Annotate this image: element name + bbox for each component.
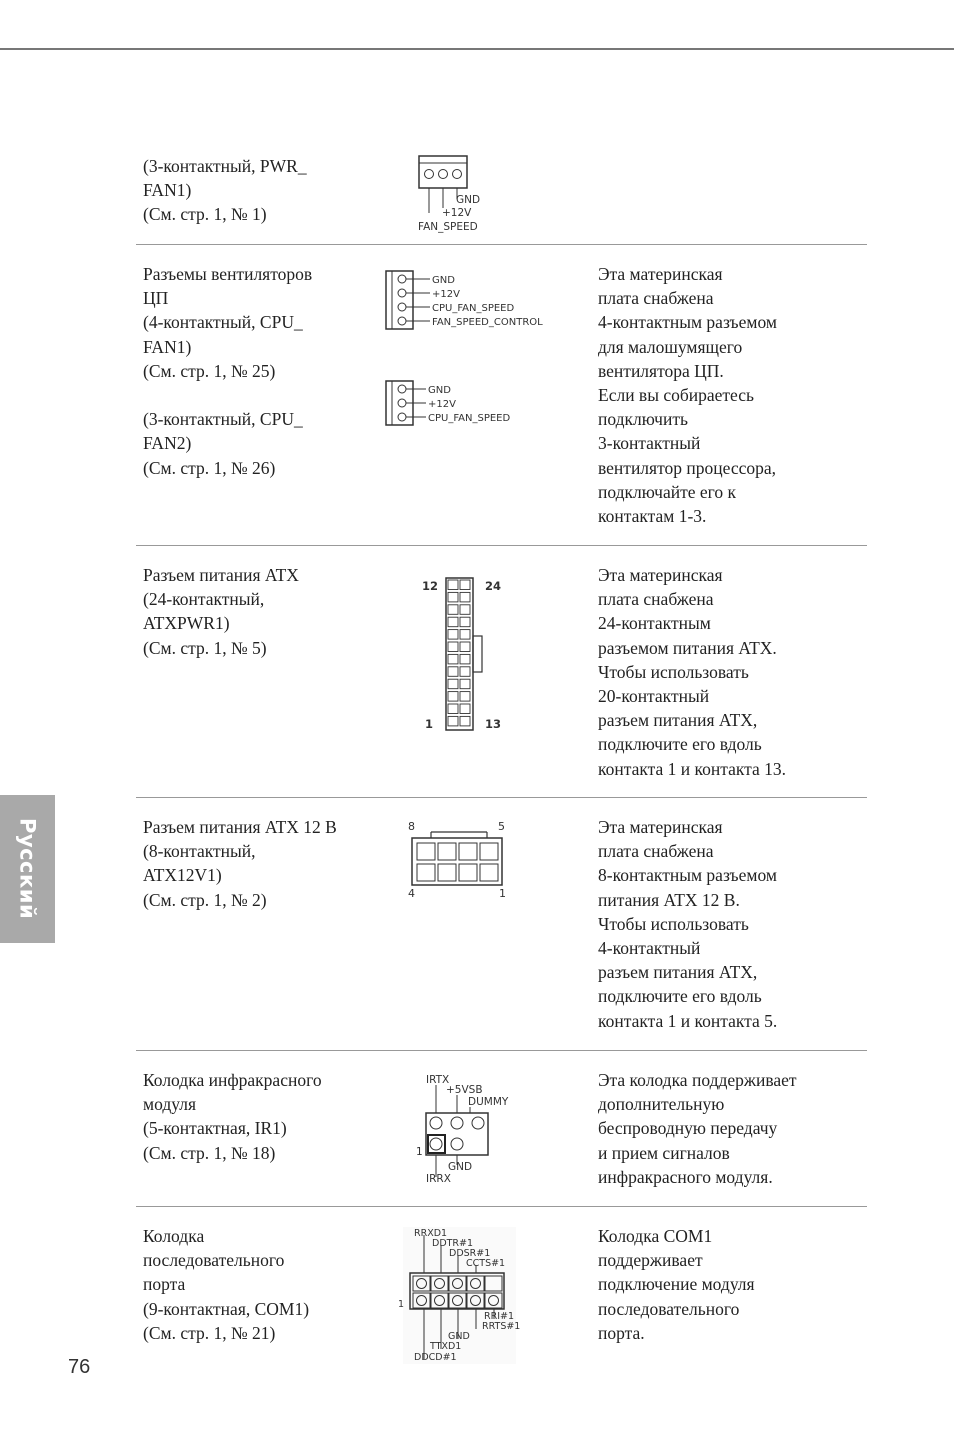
text-line: и прием сигналов bbox=[598, 1142, 730, 1163]
text-line: 4-контактный bbox=[598, 938, 701, 959]
connector-pin bbox=[448, 704, 458, 714]
text-line: (См. стр. 1, № 18) bbox=[143, 1142, 276, 1163]
connector-pin bbox=[460, 617, 470, 627]
connector-pin bbox=[460, 630, 470, 640]
connector-name bbox=[143, 815, 373, 912]
connector-pin bbox=[417, 864, 435, 881]
text-line: поддерживает bbox=[598, 1250, 703, 1271]
text-line: инфракрасного модуля. bbox=[598, 1166, 773, 1187]
pin-label: GND bbox=[448, 1331, 470, 1342]
pin-label: +5VSB bbox=[446, 1084, 483, 1096]
connector-pin bbox=[448, 679, 458, 689]
text-line: (См. стр. 1, № 25) bbox=[143, 360, 276, 381]
connector-pin bbox=[460, 704, 470, 714]
connector-row-atx12v1 bbox=[136, 798, 867, 1050]
text-line: Колодка bbox=[143, 1226, 205, 1246]
pin-label: CCTS#1 bbox=[466, 1258, 506, 1269]
atx12v-diagram bbox=[404, 818, 524, 902]
text-line: плата снабжена bbox=[598, 288, 714, 309]
page-number: 76 bbox=[68, 1356, 91, 1378]
connector-name bbox=[143, 1224, 373, 1345]
pin-label: +12V bbox=[442, 207, 472, 219]
text-line: 8-контактным разъемом bbox=[598, 865, 777, 886]
text-line: Разъем питания ATX bbox=[143, 565, 299, 585]
language-tab-label: Русский bbox=[15, 818, 40, 920]
connector-row-atxpwr1 bbox=[136, 546, 867, 797]
pin-label: IRTX bbox=[426, 1074, 450, 1086]
pin-label: CPU_FAN_SPEED bbox=[428, 413, 511, 424]
text-line: беспроводную передачу bbox=[598, 1118, 778, 1139]
text-line: 24-контактным bbox=[598, 613, 711, 634]
connector-pin bbox=[460, 692, 470, 702]
text-line: (24-контактный, bbox=[143, 589, 265, 610]
text-line: последовательного bbox=[598, 1298, 740, 1319]
text-line: FAN1) bbox=[143, 336, 192, 357]
connector-pin bbox=[460, 592, 470, 602]
text-line: (3-контактный, PWR_ bbox=[143, 156, 307, 176]
pin-label: TTXD1 bbox=[430, 1341, 462, 1352]
connector-name bbox=[143, 563, 373, 660]
text-line: плата снабжена bbox=[598, 841, 714, 862]
pin-label: 1 bbox=[499, 887, 506, 900]
pin-label: DDTR#1 bbox=[432, 1238, 474, 1249]
com-header-diagram bbox=[398, 1227, 526, 1367]
text-line: (См. стр. 1, № 2) bbox=[143, 889, 267, 910]
connector-pin bbox=[480, 864, 498, 881]
connector-pin bbox=[460, 580, 470, 590]
connector-row-com1 bbox=[136, 1207, 867, 1377]
text-line: FAN1) bbox=[143, 180, 192, 201]
text-line: разъем питания ATX, bbox=[598, 962, 758, 983]
text-line: подключайте его к bbox=[598, 481, 737, 502]
text-line: Чтобы использовать bbox=[598, 913, 749, 934]
pin-label: RRTS#1 bbox=[482, 1321, 521, 1332]
text-line: Чтобы использовать bbox=[598, 661, 749, 682]
text-line: дополнительную bbox=[598, 1094, 725, 1115]
connector-name bbox=[143, 1068, 373, 1165]
text-line: контактам 1-3. bbox=[598, 506, 707, 527]
text-line: подключить bbox=[598, 409, 688, 430]
text-line: вентилятор процессора, bbox=[598, 457, 776, 478]
text-line: подключите его вдоль bbox=[598, 734, 762, 755]
connector-pin bbox=[460, 654, 470, 664]
connector-pin bbox=[459, 843, 477, 860]
text-line: для малошумящего bbox=[598, 336, 743, 357]
connector-pin bbox=[438, 843, 456, 860]
connector-description bbox=[598, 262, 858, 528]
pin-label: 12 bbox=[422, 579, 439, 593]
pin-label: 13 bbox=[485, 717, 502, 731]
text-line: ЦП bbox=[143, 288, 169, 309]
text-line: Эта материнская bbox=[598, 565, 723, 585]
text-line: порта. bbox=[598, 1322, 645, 1343]
pin-label: GND bbox=[456, 194, 481, 206]
text-line: (См. стр. 1, № 26) bbox=[143, 457, 276, 478]
atx24-diagram bbox=[418, 576, 508, 734]
text-line: (См. стр. 1, № 21) bbox=[143, 1322, 276, 1343]
pin-label: GND bbox=[428, 385, 451, 396]
connector-pin bbox=[460, 667, 470, 677]
pin-label: FAN_SPEED bbox=[418, 221, 478, 233]
text-line: Если вы собираетесь bbox=[598, 385, 754, 406]
text-line: (8-контактный, bbox=[143, 841, 256, 862]
pin-label: DUMMY bbox=[468, 1096, 509, 1108]
text-line: Эта материнская bbox=[598, 817, 723, 837]
pin-label: FAN_SPEED_CONTROL bbox=[432, 317, 543, 328]
pin-label: IRRX bbox=[426, 1173, 451, 1185]
connector-pin bbox=[460, 679, 470, 689]
pin-label: 24 bbox=[485, 579, 502, 593]
text-line: Эта материнская bbox=[598, 264, 723, 284]
pin-label: +12V bbox=[428, 399, 456, 410]
connector-description bbox=[598, 815, 858, 1033]
pin-label: GND bbox=[448, 1161, 473, 1173]
connector-description bbox=[598, 1068, 858, 1189]
connector-pin bbox=[460, 605, 470, 615]
text-line: (4-контактный, CPU_ bbox=[143, 312, 303, 333]
connector-pin bbox=[448, 630, 458, 640]
connector-pin bbox=[448, 667, 458, 677]
pin-label: 1 bbox=[425, 717, 434, 731]
text-line: (См. стр. 1, № 1) bbox=[143, 204, 267, 225]
top-rule bbox=[0, 48, 954, 50]
connector-name bbox=[143, 154, 373, 227]
text-gap bbox=[143, 383, 373, 407]
text-line: Разъем питания ATX 12 В bbox=[143, 817, 337, 837]
text-line: разъем питания ATX, bbox=[598, 710, 758, 731]
pin-label: 1 bbox=[398, 1299, 405, 1310]
pin-label: 1 bbox=[416, 1146, 423, 1158]
text-line: Разъемы вентиляторов bbox=[143, 264, 313, 284]
pin-label: 5 bbox=[498, 820, 505, 833]
connector-pin bbox=[448, 642, 458, 652]
text-line: 20-контактный bbox=[598, 686, 710, 707]
connector-pin bbox=[459, 864, 477, 881]
connector-pin bbox=[438, 864, 456, 881]
text-line: плата снабжена bbox=[598, 589, 714, 610]
pin-label: DDSR#1 bbox=[449, 1248, 491, 1259]
pin-label: 8 bbox=[408, 820, 415, 833]
pin-label: RRI#1 bbox=[484, 1311, 515, 1322]
connector-pin bbox=[480, 843, 498, 860]
text-line: подключение модуля bbox=[598, 1274, 755, 1295]
text-line: последовательного bbox=[143, 1250, 285, 1271]
connector-pin bbox=[448, 654, 458, 664]
cpu-fan1-diagram bbox=[384, 269, 554, 333]
text-line: Эта колодка поддерживает bbox=[598, 1070, 797, 1090]
pin-label: CPU_FAN_SPEED bbox=[432, 303, 515, 314]
text-line: питания ATX 12 В. bbox=[598, 889, 740, 910]
text-line: разъемом питания ATX. bbox=[598, 637, 777, 658]
connector-row-ir1 bbox=[136, 1051, 867, 1206]
pin-label: DDCD#1 bbox=[414, 1352, 457, 1363]
text-line: ATXPWR1) bbox=[143, 613, 230, 634]
text-line: (9-контактная, COM1) bbox=[143, 1298, 310, 1319]
connector-pin bbox=[448, 617, 458, 627]
text-line: контакта 1 и контакта 13. bbox=[598, 758, 787, 779]
ir-header-diagram bbox=[412, 1071, 522, 1187]
connector-name bbox=[143, 262, 373, 480]
pwr-fan-diagram bbox=[414, 153, 534, 237]
text-line: 3-контактный bbox=[598, 433, 701, 454]
text-line: контакта 1 и контакта 5. bbox=[598, 1010, 778, 1031]
connector-pin bbox=[448, 592, 458, 602]
connector-pin bbox=[448, 605, 458, 615]
text-line: 4-контактным разъемом bbox=[598, 312, 777, 333]
text-line: порта bbox=[143, 1274, 186, 1295]
text-line: FAN2) bbox=[143, 433, 192, 454]
text-line: (5-контактная, IR1) bbox=[143, 1118, 287, 1139]
text-line: Колодка COM1 bbox=[598, 1226, 713, 1246]
text-line: Колодка инфракрасного bbox=[143, 1070, 322, 1090]
connector-pin bbox=[460, 716, 470, 726]
connector-row-pwr-fan1 bbox=[136, 150, 867, 244]
connector-description bbox=[598, 563, 858, 781]
pin-label: +12V bbox=[432, 289, 460, 300]
language-tab bbox=[0, 795, 55, 943]
pin-label: GND bbox=[432, 275, 455, 286]
connector-description bbox=[598, 1224, 858, 1345]
connector-pin bbox=[448, 692, 458, 702]
connector-pin bbox=[448, 716, 458, 726]
text-line: (См. стр. 1, № 5) bbox=[143, 637, 267, 658]
text-line: ATX12V1) bbox=[143, 865, 222, 886]
connector-row-cpu-fan bbox=[136, 245, 867, 545]
connector-pin bbox=[460, 642, 470, 652]
text-line: вентилятора ЦП. bbox=[598, 360, 724, 381]
connector-pin bbox=[417, 843, 435, 860]
text-line: модуля bbox=[143, 1094, 196, 1115]
text-line: (3-контактный, CPU_ bbox=[143, 409, 303, 430]
pin-label: 4 bbox=[408, 887, 415, 900]
pin-label: RRXD1 bbox=[414, 1228, 448, 1239]
cpu-fan2-diagram bbox=[384, 379, 534, 429]
connector-pin bbox=[448, 580, 458, 590]
text-line: подключите его вдоль bbox=[598, 986, 762, 1007]
